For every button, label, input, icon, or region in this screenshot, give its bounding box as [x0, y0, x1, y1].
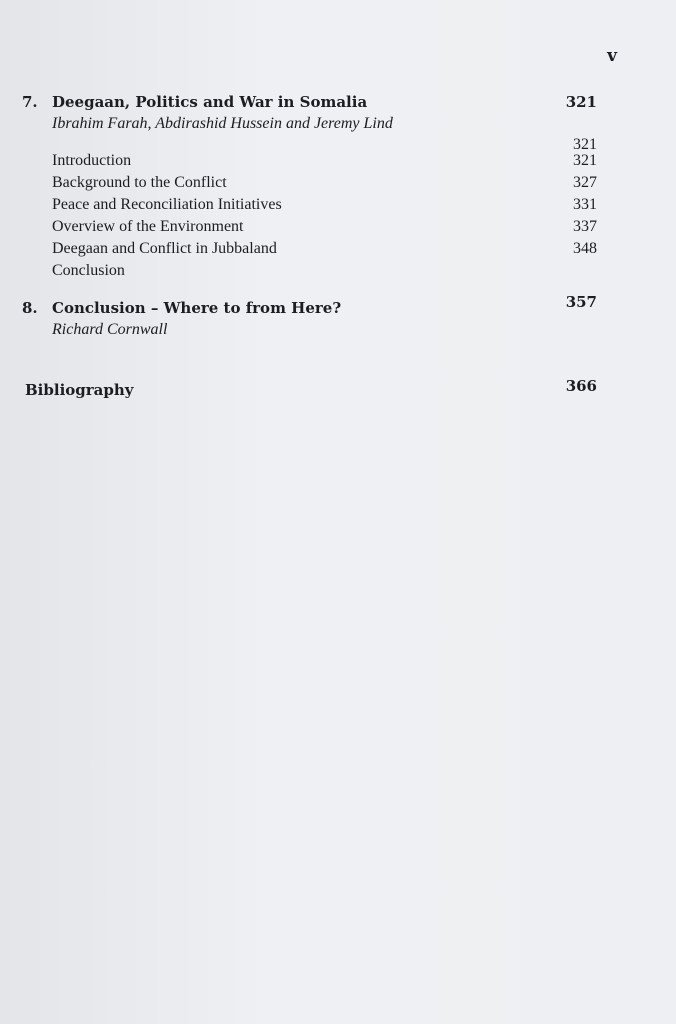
chapter-page: 321	[565, 93, 597, 111]
chapter-title: Deegaan, Politics and War in Somalia	[52, 93, 368, 111]
section-page: 331	[573, 196, 597, 213]
toc-entry-chapter-7	[22, 92, 597, 155]
page-number: v	[607, 46, 617, 66]
chapter-number: 7.	[22, 93, 38, 111]
bibliography-label: Bibliography	[25, 381, 134, 399]
section-row	[22, 238, 597, 260]
section-row	[22, 150, 597, 172]
chapter-heading-row	[22, 293, 597, 319]
section-page: 337	[573, 218, 597, 235]
bibliography-page: 366	[565, 377, 597, 395]
chapter-authors: Richard Cornwall	[52, 321, 168, 338]
section-label: Introduction	[52, 152, 132, 169]
section-row	[22, 260, 597, 282]
section-row	[22, 172, 597, 194]
section-label: Deegaan and Conflict in Jubbaland	[52, 240, 277, 257]
section-page: 321	[573, 152, 597, 169]
chapter-authors-row	[22, 319, 597, 340]
toc-entry-bibliography	[25, 377, 597, 401]
section-row	[22, 216, 597, 238]
toc-entry-chapter-8	[22, 293, 597, 340]
chapter-title: Conclusion – Where to from Here?	[52, 299, 342, 317]
chapter-authors-row	[22, 113, 597, 134]
chapter-page: 357	[565, 293, 597, 311]
section-page: 348	[573, 240, 597, 257]
authors-page: 321	[573, 136, 597, 153]
chapter-authors: Ibrahim Farah, Abdirashid Hussein and Jeremy Lind	[52, 115, 393, 132]
section-label: Background to the Conflict	[52, 174, 227, 191]
section-label: Peace and Reconciliation Initiatives	[52, 196, 282, 213]
chapter-heading-row	[22, 92, 597, 113]
section-page: 327	[573, 174, 597, 191]
section-list	[22, 150, 597, 282]
section-row	[22, 194, 597, 216]
chapter-number: 8.	[22, 299, 38, 317]
section-label: Conclusion	[52, 262, 125, 279]
section-label: Overview of the Environment	[52, 218, 244, 235]
